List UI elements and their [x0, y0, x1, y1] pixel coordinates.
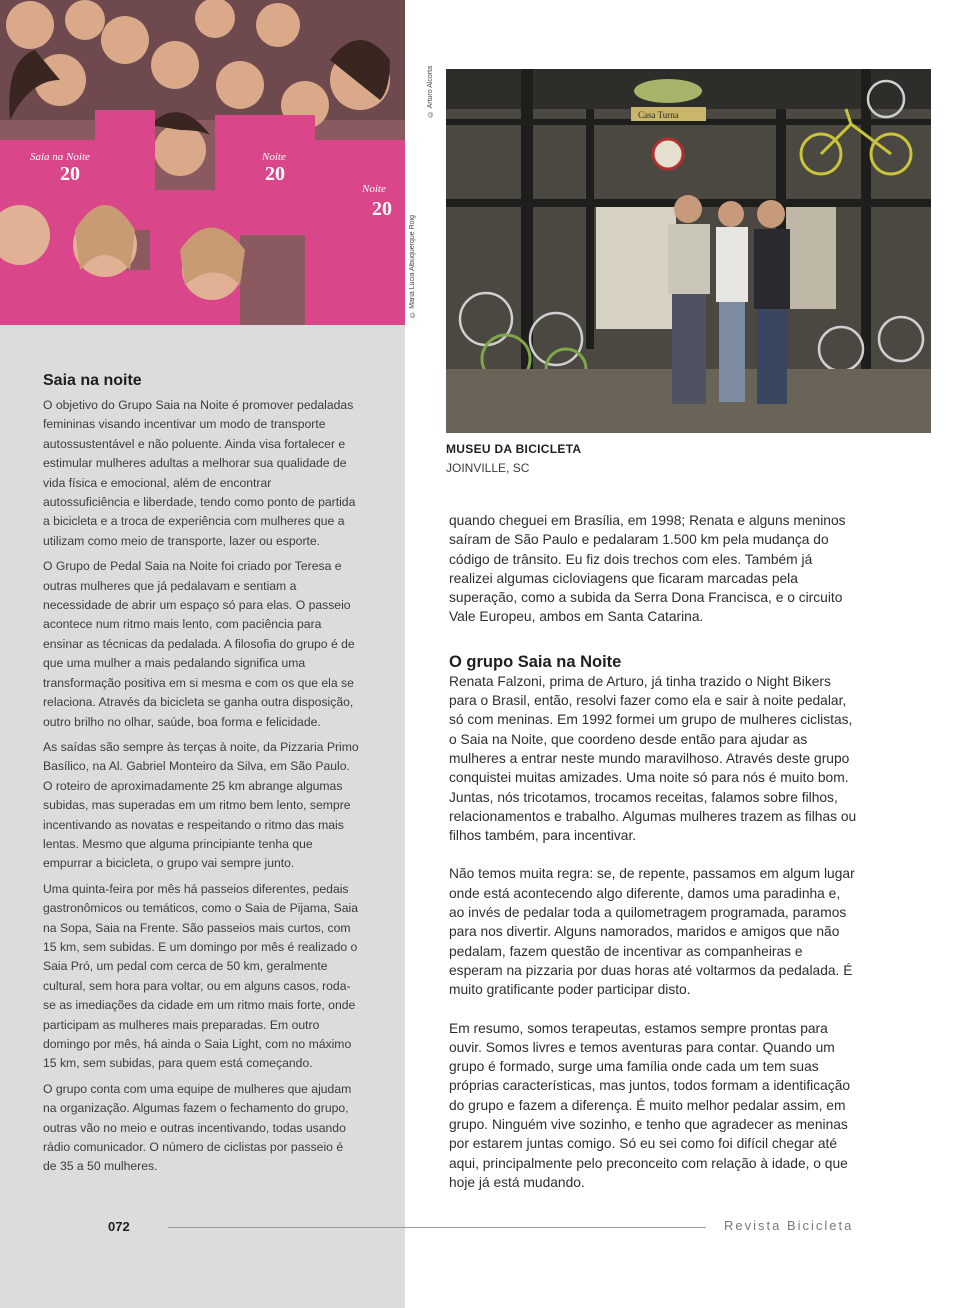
- sidebar-paragraph: O Grupo de Pedal Saia na Noite foi criado por Teresa e outras mulheres que já pedalavam e sentiam a necessidade de abrir um espaço só para elas. O passeio acontece num ritmo mais lento, com paciência para ensinar as técnicas da pedalada. A filosofia do grupo é de que uma mulher a mais pedalando significa uma transformação positiva em si mesma e com os que ela se relaciona. Através da bicicleta se ganha outra disposição, outro brilho no olhar, saúde, boa forma e felicidade.: [43, 559, 355, 729]
- photo-caption-title: MUSEU DA BICICLETA: [446, 442, 582, 456]
- main-article: [449, 511, 859, 1192]
- svg-text:20: 20: [265, 163, 285, 185]
- museum-illustration: [446, 69, 931, 433]
- sidebar-paragraph: As saídas são sempre às terças à noite, da Pizzaria Primo Basílico, na Al. Gabriel Monteiro da Silva, em São Paulo. O roteiro de aproximadamente 25 km abrange algumas subidas, mas superadas em um ritmo bem lento, sempre incentivando as novatas e respeitando o ritmo das mais lentas. Mesmo que alguma principiante tenha que empurrar a bicicleta, o grupo vai sempre junto.: [43, 739, 359, 871]
- sidebar-article: [43, 372, 359, 1183]
- svg-text:20: 20: [60, 163, 80, 185]
- article-paragraph: Renata Falzoni, prima de Arturo, já tinha trazido o Night Bikers para o Brasil, então, resolvi fazer como ela e sair à noite pedalar, só com meninas. Em 1992 formei um grupo de mulheres ciclistas, o Saia na Noite, que coordeno desde então para ajudar as mulheres a entrar neste mundo maravilhoso. Através deste grupo conquistei muitas amizades. Uma noite só para nós é muito bom. Juntas, nós tricotamos, trocamos receitas, falamos sobre filhos, relacionamentos e trabalho. Algumas mulheres trazem as filhas ou filhos também, para incentivar.: [449, 673, 857, 844]
- museum-photo-credit: © Arturo Alcorta: [427, 66, 434, 117]
- museum-photo: [446, 69, 931, 433]
- article-paragraph: Não temos muita regra: se, de repente, passamos em algum lugar onde está acontecendo algo diferente, damos uma paradinha e, ao invés de pedalar toda a quilometragem programada, paramos para nos divertir. Alguns namorados, maridos e amigos que não pedalam, fazem questão de incentivar as companheiras e esperam na pizzaria por duas horas até voltarmos da pedalada. É muito gratificante poder participar disto.: [449, 866, 855, 998]
- museum-sign: Casa Turna: [638, 110, 679, 120]
- article-paragraph: Em resumo, somos terapeutas, estamos sempre prontas para ouvir. Somos livres e temos aventuras para contar. Quando um grupo é formado, surge uma família onde cada um tem suas próprias características, mas juntos, todos formam a identificação do grupo e fazem a diferença. É muito melhor pedalar assim, em grupo. Ninguém vive sozinho, e tenho que agradecer as meninas por estarem juntas comigo. Só eu sei como foi difícil chegar até aqui, principalmente pelo preconceito com relação à idade, o que hoje já está mudando.: [449, 1020, 851, 1190]
- article-intro-paragraph: quando cheguei em Brasília, em 1998; Renata e alguns meninos saíram de São Paulo e pedalaram 1.500 km pela mudança do código de trânsito. Eu fiz dois trechos com eles. Também já realizei algumas cicloviagens que ficaram marcadas pela superação, como a subida da Serra Dona Francisca, e o circuito Vale Europeu, ambos em Santa Catarina.: [449, 513, 846, 625]
- sidebar-heading: Saia na noite: [43, 372, 142, 389]
- svg-text:Saia na Noite: Saia na Noite: [30, 151, 90, 163]
- magazine-name: Revista Bicicleta: [724, 1218, 854, 1233]
- svg-text:20: 20: [372, 198, 392, 220]
- svg-text:Noite: Noite: [362, 183, 386, 195]
- women-group-illustration: [0, 0, 405, 325]
- women-photo-credit: © Maria Lúcia Albuquerque Roig: [409, 215, 416, 318]
- footer-divider: [168, 1227, 706, 1228]
- women-group-photo: [0, 0, 405, 325]
- sidebar-paragraph: O grupo conta com uma equipe de mulheres que ajudam na organização. Algumas fazem o fechamento do grupo, outras vão no meio e outras incentivando, todas usando rádio comunicador. O número de ciclistas por passeio é de 35 a 50 mulheres.: [43, 1081, 352, 1174]
- photo-caption-location: JOINVILLE, SC: [446, 461, 530, 475]
- article-section-heading: O grupo Saia na Noite: [449, 652, 622, 671]
- svg-text:Noite: Noite: [262, 151, 286, 163]
- sidebar-paragraph: Uma quinta-feira por mês há passeios diferentes, pedais gastronômicos ou temáticos, como o Saia de Pijama, Saia na Sopa, Saia na Frente. São passeios mais curtos, com 15 km, sem subidas. E um domingo por mês é realizado o Saia Pró, um pedal com cerca de 50 km, geralmente cultural, sem hora para voltar, ou em alguns casos, roda-se as imediações da cidade em um ritmo mais forte, onde participam as mulheres mais preparadas. Em outro domingo por mês, há ainda o Saia Light, com no máximo 15 km, sem subidas, para quem está começando.: [43, 881, 359, 1071]
- page-number: 072: [108, 1219, 130, 1234]
- sidebar-paragraph: O objetivo do Grupo Saia na Noite é promover pedaladas femininas visando incentivar um modo de transporte autossustentável e não poluente. Ainda visa fortalecer e estimular mulheres adultas a melhorar sua qualidade de vida física e emocional, além de encontrar autossuficiência e liberdade, tendo como ponto de partida a bicicleta e a troca de experiência com mulheres que a utilizam como meio de transporte, lazer ou esporte.: [43, 398, 356, 548]
